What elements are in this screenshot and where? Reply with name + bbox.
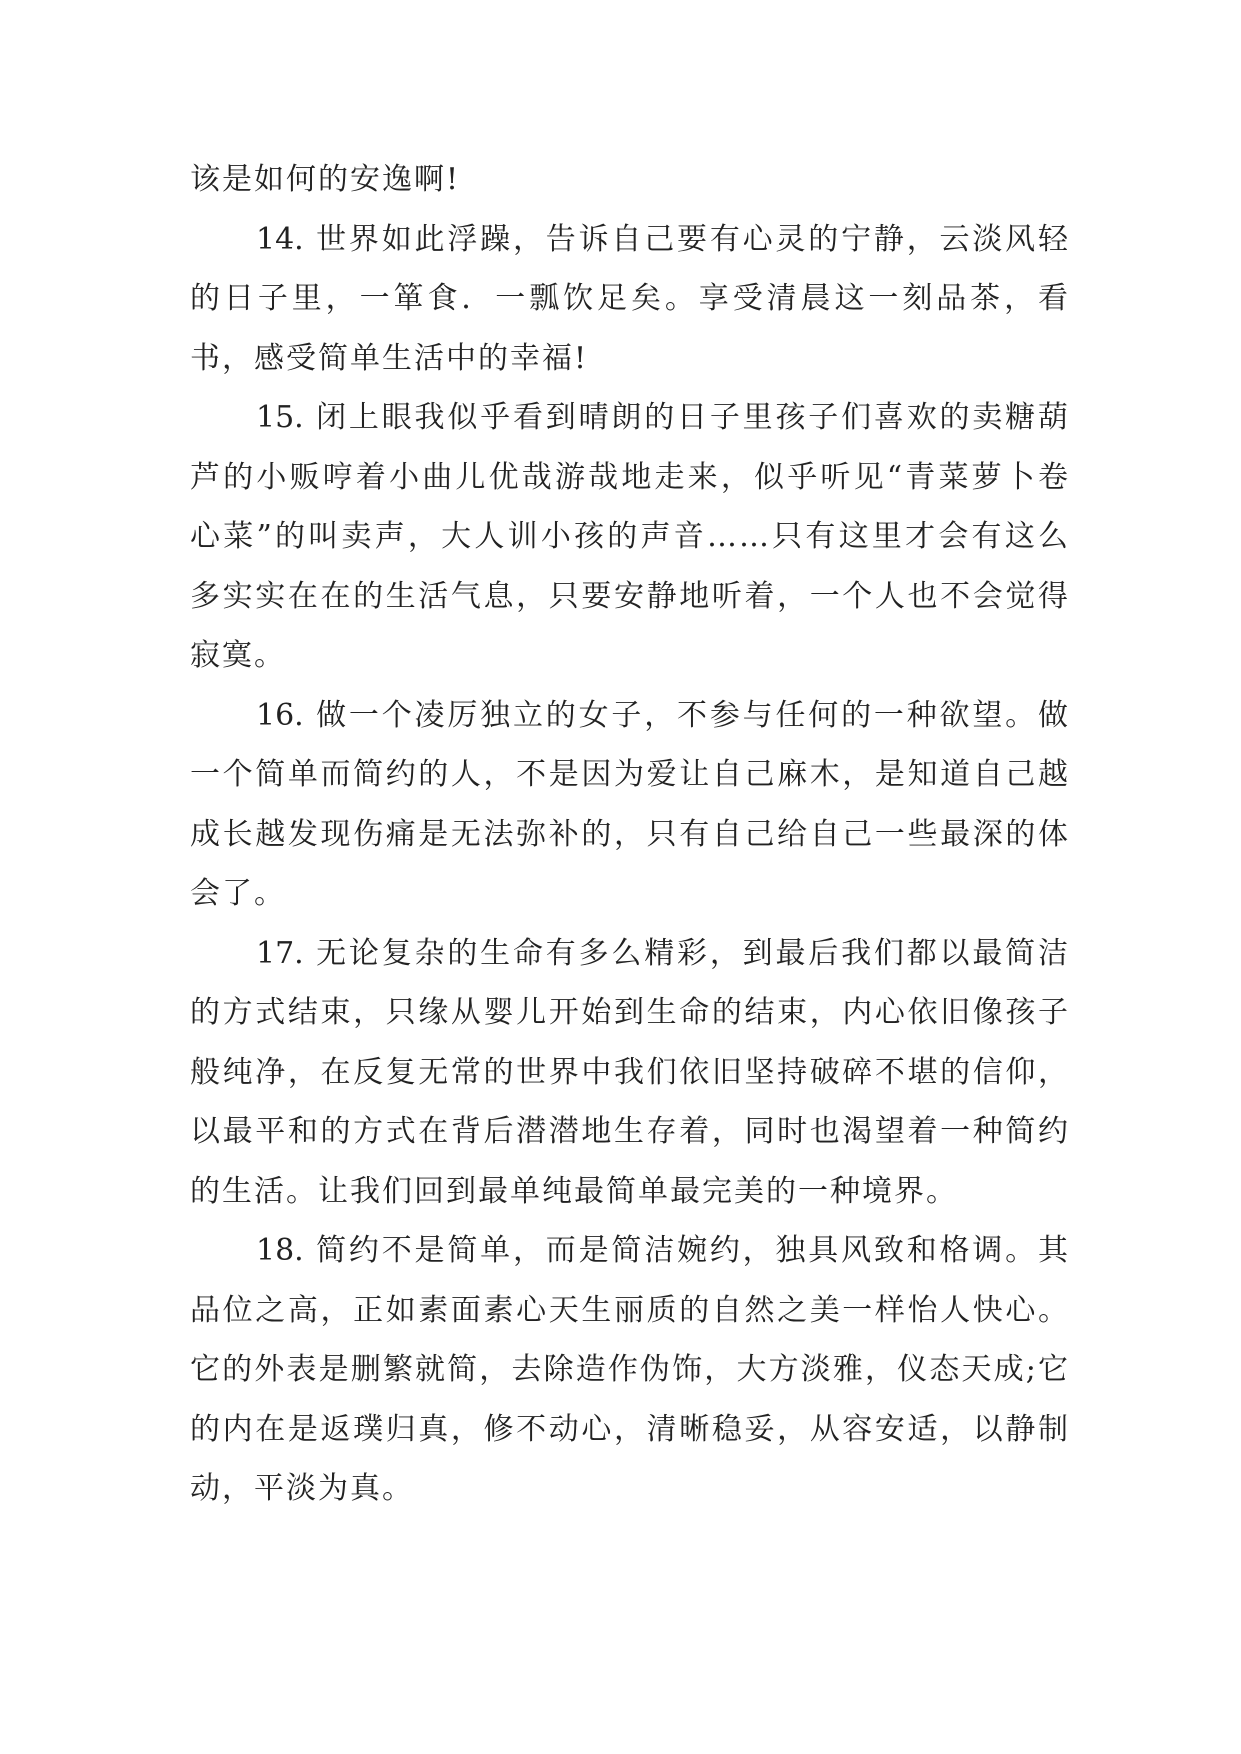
paragraph-17	[190, 924, 1070, 1222]
paragraph-text: 闭上眼我似乎看到晴朗的日子里孩子们喜欢的卖糖葫芦的小贩哼着小曲儿优哉游哉地走来，似乎听见“青菜萝卜卷心菜”的叫卖声，大人训小孩的声音……只有这里才会有这么多实实在在的生活气息，只要安静地听着，一个人也不会觉得寂寞。	[190, 400, 1070, 673]
paragraph-16	[190, 686, 1070, 924]
paragraph-number: 17.	[256, 935, 304, 971]
paragraph-number: 15.	[256, 400, 304, 435]
paragraph-text: 简约不是简单，而是简洁婉约，独具风致和格调。其品位之高，正如素面素心天生丽质的自然之美一样怡人快心。它的外表是删繁就简，去除造作伪饰，大方淡雅，仪态天成;它的内在是返璞归真，修不动心，清晰稳妥，从容安适，以静制动，平淡为真。	[190, 1233, 1070, 1506]
paragraph-number: 16.	[256, 697, 304, 733]
paragraph-text: 无论复杂的生命有多么精彩，到最后我们都以最简洁的方式结束，只缘从婴儿开始到生命的结束，内心依旧像孩子般纯净，在反复无常的世界中我们依旧坚持破碎不堪的信仰，以最平和的方式在背后潜潜地生存着，同时也渴望着一种简约的生活。让我们回到最单纯最简单最完美的一种境界。	[190, 935, 1070, 1209]
paragraph-text: 做一个凌厉独立的女子，不参与任何的一种欲望。做一个简单而简约的人，不是因为爱让自己麻木，是知道自己越成长越发现伤痛是无法弥补的，只有自己给自己一些最深的体会了。	[190, 697, 1070, 911]
paragraph-text: 世界如此浮躁，告诉自己要有心灵的宁静，云淡风轻的日子里，一箪食．一瓢饮足矣。享受清晨这一刻品茶，看书，感受简单生活中的幸福!	[190, 221, 1070, 376]
paragraph-number: 18.	[256, 1233, 304, 1268]
document-body	[190, 150, 1070, 1519]
paragraph-14	[190, 210, 1070, 389]
paragraph-15	[190, 388, 1070, 686]
paragraph-number: 14.	[256, 221, 304, 257]
paragraph-continuation	[190, 150, 1070, 210]
paragraph-18	[190, 1221, 1070, 1519]
paragraph-text: 该是如何的安逸啊!	[190, 162, 461, 197]
